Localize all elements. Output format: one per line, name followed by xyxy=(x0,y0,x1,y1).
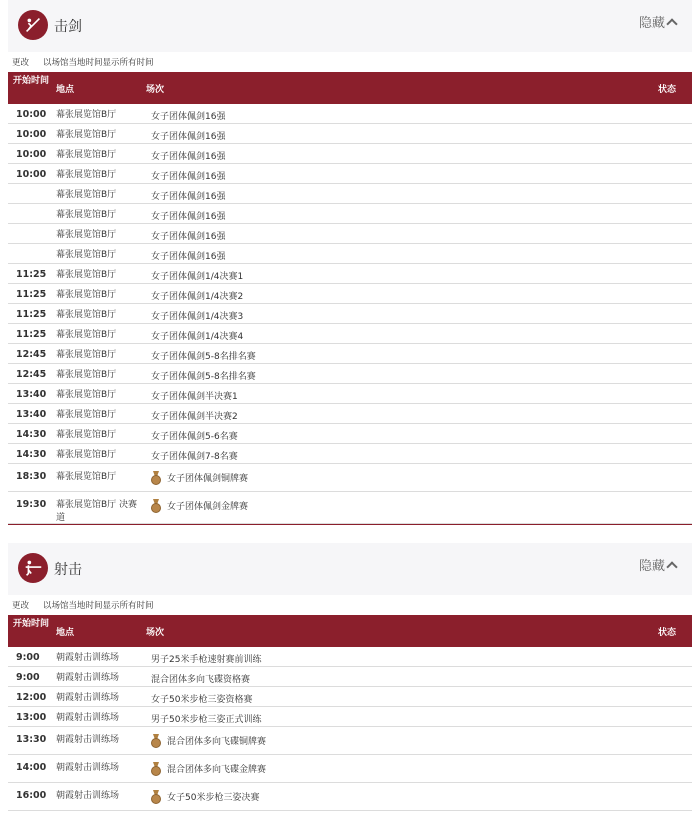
row-venue: 幕张展览馆B厅 xyxy=(56,170,117,180)
medal-icon xyxy=(151,499,161,513)
row-venue: 幕张展览馆B厅 xyxy=(56,430,117,440)
row-time: 12:00 xyxy=(16,692,47,703)
section-title: 射击 xyxy=(54,562,82,578)
table-row xyxy=(8,204,692,224)
header-venue: 地点 xyxy=(56,628,75,638)
row-event-label: 女子团体佩剑半决赛2 xyxy=(151,412,238,422)
row-venue: 幕张展览馆B厅 xyxy=(56,310,117,320)
table-header xyxy=(8,615,692,647)
row-event-label: 女子团体佩剑16强 xyxy=(151,152,226,162)
shooting-section xyxy=(8,543,692,811)
table-row xyxy=(8,424,692,444)
table-row xyxy=(8,184,692,204)
row-event-label: 女子团体佩剑16强 xyxy=(151,192,226,202)
row-event xyxy=(151,209,225,222)
row-venue: 朝霞射击训练场 xyxy=(56,763,120,773)
row-time: 14:30 xyxy=(16,429,47,440)
table-row xyxy=(8,284,692,304)
row-event xyxy=(151,349,256,362)
row-event-label: 混合团体多向飞碟铜牌赛 xyxy=(167,737,267,747)
row-event-label: 女子团体佩剑16强 xyxy=(151,232,226,242)
row-time: 11:25 xyxy=(16,329,47,340)
row-event-label: 女子团体佩剑5-8名排名赛 xyxy=(151,372,256,382)
row-event-label: 女子团体佩剑1/4决赛2 xyxy=(151,292,244,302)
row-event-label: 男子25米手枪速射赛前训练 xyxy=(151,655,262,665)
row-venue: 朝霞射击训练场 xyxy=(56,735,120,745)
row-time: 11:25 xyxy=(16,309,47,320)
table-body xyxy=(8,647,692,811)
row-venue: 朝霞射击训练场 xyxy=(56,713,120,723)
medal-icon xyxy=(151,790,161,804)
row-event-label: 女子50米步枪三姿资格赛 xyxy=(151,695,253,705)
row-event-label: 女子团体佩剑1/4决赛4 xyxy=(151,332,244,342)
timezone-line xyxy=(8,595,692,615)
row-event-label: 女子团体佩剑5-8名排名赛 xyxy=(151,352,256,362)
table-row xyxy=(8,364,692,384)
row-venue: 朝霞射击训练场 xyxy=(56,693,120,703)
row-event-label: 女子50米步枪三姿决赛 xyxy=(167,793,260,803)
table-row xyxy=(8,244,692,264)
header-event: 场次 xyxy=(146,85,165,95)
table-row xyxy=(8,755,692,783)
change-link[interactable]: 更改 xyxy=(12,601,30,611)
row-time: 14:00 xyxy=(16,762,47,773)
row-event xyxy=(151,149,225,162)
row-venue: 幕张展览馆B厅 xyxy=(56,390,117,400)
table-row xyxy=(8,492,692,524)
row-event xyxy=(151,189,225,202)
row-event xyxy=(151,652,261,665)
row-event xyxy=(151,289,243,302)
table-row xyxy=(8,304,692,324)
row-event xyxy=(151,672,250,685)
row-event xyxy=(151,497,248,513)
table-row xyxy=(8,384,692,404)
row-event-label: 混合团体多向飞碟资格赛 xyxy=(151,675,251,685)
row-venue: 幕张展览馆B厅 xyxy=(56,210,117,220)
chevron-up-icon xyxy=(666,561,677,572)
row-event xyxy=(151,692,252,705)
table-row xyxy=(8,464,692,492)
row-event-label: 女子团体佩剑金牌赛 xyxy=(167,502,249,512)
row-time: 9:00 xyxy=(16,672,40,683)
row-event xyxy=(151,712,261,725)
row-venue: 幕张展览馆B厅 xyxy=(56,410,117,420)
row-event-label: 女子团体佩剑1/4决赛3 xyxy=(151,312,244,322)
row-event xyxy=(151,409,238,422)
row-venue: 幕张展览馆B厅 决赛道 xyxy=(56,500,138,523)
row-event-label: 女子团体佩剑16强 xyxy=(151,132,226,142)
header-event: 场次 xyxy=(146,628,165,638)
row-time: 19:30 xyxy=(16,499,47,510)
table-row xyxy=(8,144,692,164)
header-time: 开始时间 xyxy=(12,76,49,86)
header-status: 状态 xyxy=(657,628,676,638)
row-time: 14:30 xyxy=(16,449,47,460)
medal-icon xyxy=(151,734,161,748)
medal-icon xyxy=(151,762,161,776)
row-event xyxy=(151,229,225,242)
row-venue: 朝霞射击训练场 xyxy=(56,653,120,663)
row-event xyxy=(151,269,243,282)
row-venue: 幕张展览馆B厅 xyxy=(56,270,117,280)
timezone-note: 以场馆当地时间显示所有时间 xyxy=(43,58,154,68)
row-time: 16:00 xyxy=(16,790,47,801)
row-event xyxy=(151,760,266,776)
table-body xyxy=(8,104,692,525)
row-time: 13:40 xyxy=(16,389,47,400)
row-event xyxy=(151,732,266,748)
row-venue: 幕张展览馆B厅 xyxy=(56,230,117,240)
section-title: 击剑 xyxy=(54,19,82,35)
section-header xyxy=(8,543,692,595)
row-venue: 幕张展览馆B厅 xyxy=(56,110,117,120)
row-venue: 幕张展览馆B厅 xyxy=(56,450,117,460)
header-venue: 地点 xyxy=(56,85,75,95)
row-time: 13:40 xyxy=(16,409,47,420)
section-header xyxy=(8,0,692,52)
table-row xyxy=(8,444,692,464)
row-time: 10:00 xyxy=(16,149,47,160)
row-event xyxy=(151,309,243,322)
row-event-label: 女子团体佩剑5-6名赛 xyxy=(151,432,238,442)
table-row xyxy=(8,667,692,687)
table-row xyxy=(8,324,692,344)
table-row xyxy=(8,727,692,755)
row-time: 10:00 xyxy=(16,109,47,120)
row-event-label: 混合团体多向飞碟金牌赛 xyxy=(167,765,267,775)
row-time: 11:25 xyxy=(16,269,47,280)
row-event-label: 女子团体佩剑7-8名赛 xyxy=(151,452,238,462)
timezone-line xyxy=(8,52,692,72)
row-event xyxy=(151,329,243,342)
table-row xyxy=(8,104,692,124)
row-venue: 幕张展览馆B厅 xyxy=(56,472,117,482)
change-link[interactable]: 更改 xyxy=(12,58,30,68)
row-event xyxy=(151,469,248,485)
row-event-label: 女子团体佩剑16强 xyxy=(151,172,226,182)
timezone-note: 以场馆当地时间显示所有时间 xyxy=(43,601,154,611)
row-time: 12:45 xyxy=(16,369,47,380)
row-event xyxy=(151,109,225,122)
row-event xyxy=(151,129,225,142)
row-event-label: 男子50米步枪三姿正式训练 xyxy=(151,715,262,725)
table-row xyxy=(8,344,692,364)
row-time: 10:00 xyxy=(16,169,47,180)
row-event-label: 女子团体佩剑半决赛1 xyxy=(151,392,238,402)
row-event xyxy=(151,429,238,442)
row-venue: 朝霞射击训练场 xyxy=(56,673,120,683)
row-event-label: 女子团体佩剑16强 xyxy=(151,212,226,222)
row-event-label: 女子团体佩剑16强 xyxy=(151,112,226,122)
table-row xyxy=(8,707,692,727)
row-time: 18:30 xyxy=(16,471,47,482)
medal-icon xyxy=(151,471,161,485)
fencing-icon xyxy=(18,10,48,40)
hide-button[interactable] xyxy=(639,555,676,574)
row-time: 11:25 xyxy=(16,289,47,300)
table-row xyxy=(8,404,692,424)
row-event xyxy=(151,788,259,804)
row-venue: 幕张展览馆B厅 xyxy=(56,350,117,360)
table-header xyxy=(8,72,692,104)
header-time: 开始时间 xyxy=(12,619,49,629)
row-event xyxy=(151,369,256,382)
shooting-icon xyxy=(18,553,48,583)
table-row xyxy=(8,783,692,811)
row-time: 10:00 xyxy=(16,129,47,140)
table-row xyxy=(8,224,692,244)
table-row xyxy=(8,164,692,184)
table-row xyxy=(8,647,692,667)
row-venue: 幕张展览馆B厅 xyxy=(56,190,117,200)
row-event xyxy=(151,389,238,402)
chevron-up-icon xyxy=(666,18,677,29)
row-time: 13:00 xyxy=(16,712,47,723)
row-event xyxy=(151,449,238,462)
fencing-section xyxy=(8,0,692,525)
row-venue: 朝霞射击训练场 xyxy=(56,791,120,801)
row-time: 12:45 xyxy=(16,349,47,360)
row-event-label: 女子团体佩剑16强 xyxy=(151,252,226,262)
row-venue: 幕张展览馆B厅 xyxy=(56,250,117,260)
table-row xyxy=(8,264,692,284)
row-time: 13:30 xyxy=(16,734,47,745)
row-venue: 幕张展览馆B厅 xyxy=(56,130,117,140)
table-row xyxy=(8,124,692,144)
hide-label: 隐藏 xyxy=(638,559,665,574)
row-event-label: 女子团体佩剑1/4决赛1 xyxy=(151,272,244,282)
row-event xyxy=(151,249,225,262)
row-venue: 幕张展览馆B厅 xyxy=(56,290,117,300)
table-row xyxy=(8,687,692,707)
header-status: 状态 xyxy=(657,85,676,95)
row-event-label: 女子团体佩剑铜牌赛 xyxy=(167,474,249,484)
row-event xyxy=(151,169,225,182)
hide-button[interactable] xyxy=(639,12,676,31)
row-venue: 幕张展览馆B厅 xyxy=(56,150,117,160)
row-venue: 幕张展览馆B厅 xyxy=(56,370,117,380)
hide-label: 隐藏 xyxy=(638,16,665,31)
row-time: 9:00 xyxy=(16,652,40,663)
row-venue: 幕张展览馆B厅 xyxy=(56,330,117,340)
